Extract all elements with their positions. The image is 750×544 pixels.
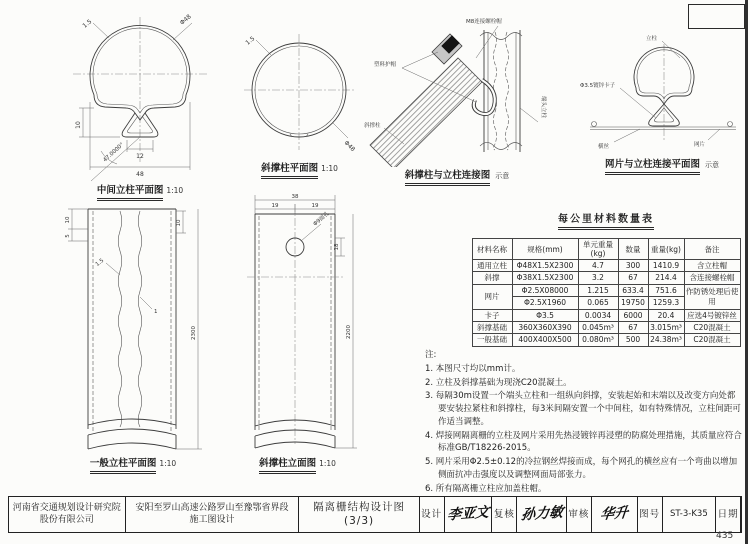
brace-connection-title — [362, 167, 552, 184]
post-elevation-title-text: 一般立柱平面图 — [90, 455, 157, 472]
material-table-title — [470, 210, 742, 228]
cell-spec: Φ48X1.5X2300 — [512, 260, 578, 272]
dim-height-2200: 2200 — [346, 325, 352, 339]
cell-qty: 67 — [618, 321, 648, 333]
label-mesh: 网片 — [694, 142, 706, 148]
table-row — [472, 334, 740, 346]
design-label: 设计 — [420, 497, 445, 532]
cell-weight: 1410.9 — [648, 260, 684, 272]
title-block — [8, 496, 742, 533]
design-signature-cell — [445, 497, 493, 532]
brace-elevation-scale: 1:10 — [319, 459, 336, 468]
table-row — [472, 272, 740, 284]
mesh-connection-figure — [578, 28, 746, 156]
brace-plan-scale: 1:10 — [321, 164, 338, 173]
cell-name: 网片 — [472, 284, 512, 309]
col-material: 材料名称 — [472, 239, 512, 260]
date-label: 日期 — [716, 497, 741, 532]
cell-unit: 3.2 — [578, 272, 618, 284]
cell-unit: 1.215 — [578, 284, 618, 296]
dim-thickness: 1.5 — [244, 35, 257, 47]
cell-spec: Φ2.5X08000 — [512, 284, 578, 296]
dim-12: 12 — [136, 153, 144, 160]
dim-height-2300: 2300 — [191, 326, 197, 340]
cell-spec: 400X400X500 — [512, 334, 578, 346]
drawing-no-value: ST-3-K35 — [663, 497, 717, 532]
drawing-mesh-connection — [578, 28, 746, 173]
label-clip: Φ3.5镀锌卡子 — [580, 83, 616, 89]
label-brace: 斜撑柱 — [364, 123, 381, 129]
cell-unit: 0.045m³ — [578, 321, 618, 333]
design-signature: 李亚文 — [446, 504, 490, 524]
dim-10a: 10 — [65, 216, 71, 224]
table-row — [472, 260, 740, 272]
col-unit-weight: 单元重量(kg) — [578, 239, 618, 260]
col-qty: 数量 — [618, 239, 648, 260]
check-label: 复核 — [492, 497, 517, 532]
company-cell — [9, 497, 126, 532]
page-number: 435 — [716, 531, 734, 541]
drawing-post-elevation — [58, 205, 208, 472]
mid-post-plan-title — [55, 182, 225, 199]
check-signature: 孙力敏 — [519, 504, 564, 524]
cell-name: 卡子 — [472, 309, 512, 321]
cell-weight: 751.6 — [648, 284, 684, 296]
cell-remark: 含连接螺栓帽 — [684, 272, 740, 284]
col-weight: 重量(kg) — [648, 239, 684, 260]
material-table-title-text: 每公里材料数量表 — [558, 210, 654, 228]
brace-elevation-figure — [235, 192, 360, 455]
post-elevation-scale: 1:10 — [159, 459, 177, 468]
note-item: 1. 本图尺寸均以mm计。 — [425, 363, 521, 374]
material-table-block — [470, 210, 742, 347]
col-spec: 规格(mm) — [512, 239, 578, 260]
drawing-brace-connection — [362, 12, 552, 184]
dim-5: 5 — [65, 234, 71, 238]
label-cap: 塑料护帽 — [374, 62, 397, 68]
sheet-title-cell — [299, 497, 419, 532]
cell-unit: 0.0034 — [578, 309, 618, 321]
mesh-connection-title — [578, 156, 746, 173]
cell-unit: 0.065 — [578, 297, 618, 309]
cell-weight: 24.38m³ — [648, 334, 684, 346]
cell-remark: C20混凝土 — [684, 321, 740, 333]
brace-plan-title — [232, 160, 367, 177]
dim-19b: 19 — [311, 203, 319, 209]
drawing-brace-elevation — [235, 192, 360, 472]
label-post: 立柱 — [646, 36, 658, 42]
cell-name: 斜撑 — [472, 272, 512, 284]
col-remark: 备注 — [684, 239, 740, 260]
dim-18: 18 — [334, 243, 340, 251]
dim-thk: 1.5 — [94, 257, 106, 268]
cell-remark: C20混凝土 — [684, 334, 740, 346]
table-row — [472, 321, 740, 333]
mid-post-plan-title-text: 中间立柱平面图 — [97, 182, 164, 199]
table-row — [472, 284, 740, 296]
cell-remark: 含立柱帽 — [684, 260, 740, 272]
note-item: 3. 每隔30m设置一个端头立柱和一组纵向斜撑，安装起始和末端以及改变方向处都要安装拉紧柱和斜撑柱，每3米间隔安置一个中间柱，如有特殊情况，立柱间距可作适当调整。 — [425, 391, 741, 427]
cell-qty: 500 — [618, 334, 648, 346]
mid-post-plan-scale: 1:10 — [166, 186, 184, 195]
company-line1: 河南省交通规划设计研究院 — [12, 503, 121, 514]
dim-10: 10 — [75, 121, 82, 129]
label-end-post: 端头立柱 — [540, 96, 546, 119]
cell-unit: 4.7 — [578, 260, 618, 272]
dim-thickness: 1.5 — [81, 18, 94, 30]
sheet-corner-box — [688, 4, 745, 29]
brace-elevation-title-text: 斜撑柱立面图 — [259, 455, 316, 472]
review-signature-cell — [592, 497, 638, 532]
cell-qty: 19750 — [618, 297, 648, 309]
drawing-brace-plan — [232, 22, 367, 177]
cell-weight: 3.015m³ — [648, 321, 684, 333]
dim-10b: 10 — [176, 219, 182, 227]
review-label: 审核 — [567, 497, 592, 532]
project-line2: 施工图设计 — [189, 514, 235, 525]
brace-plan-figure — [232, 22, 367, 160]
brace-elevation-title — [235, 455, 360, 472]
post-elevation-figure — [58, 205, 208, 455]
cell-qty: 300 — [618, 260, 648, 272]
cell-weight: 20.4 — [648, 309, 684, 321]
dim-angle: 47.0000° — [102, 141, 126, 164]
cell-spec: Φ2.5X1960 — [512, 297, 578, 309]
cell-name: 通用立柱 — [472, 260, 512, 272]
label-bolt: M8连接螺栓帽 — [466, 19, 502, 25]
drawing-mid-post-plan — [55, 12, 225, 199]
label-wire: 横丝 — [598, 144, 610, 150]
project-cell — [126, 497, 300, 532]
check-signature-cell — [517, 497, 567, 532]
dim-thk2: 1 — [154, 309, 158, 315]
brace-connection-title-text: 斜撑柱与立柱连接图 — [405, 167, 491, 184]
cell-spec: 360X360X390 — [512, 321, 578, 333]
note-item: 6. 所有隔离栅立柱应加盖柱帽。 — [425, 483, 547, 494]
table-header-row — [472, 239, 740, 260]
cell-spec: Φ38X1.5X2300 — [512, 272, 578, 284]
dim-dia48: Φ48 — [178, 13, 193, 27]
cell-name: 一般基础 — [472, 334, 512, 346]
notes-label: 注: — [425, 350, 437, 360]
cell-name: 斜撑基础 — [472, 321, 512, 333]
dim-48: 48 — [136, 171, 144, 178]
drawing-no-label: 图号 — [638, 497, 663, 532]
mid-post-plan-figure — [55, 12, 225, 182]
note-item: 2. 立柱及斜撑基础为现浇C20混凝土。 — [425, 377, 572, 388]
mesh-connection-note: 示意 — [705, 161, 719, 169]
cell-unit: 0.080m³ — [578, 334, 618, 346]
note-item: 5. 网片采用Φ2.5±0.12的冷拉钢丝焊接而成，每个网孔的横丝应有一个弯曲以增加侧面抗冲击强度以及调整网面局部张力。 — [425, 457, 738, 480]
dim-19a: 19 — [271, 203, 279, 209]
table-row — [472, 309, 740, 321]
sheet-title: 隔离栅结构设计图(3/3) — [313, 501, 406, 527]
brace-connection-figure — [362, 12, 552, 167]
cell-remark: 应选4号镀锌丝 — [684, 309, 740, 321]
cell-qty: 67 — [618, 272, 648, 284]
cell-qty: 633.4 — [618, 284, 648, 296]
post-elevation-title — [58, 455, 208, 472]
dim-38: 38 — [291, 194, 299, 200]
label-hole: Φ9圆孔 — [312, 210, 331, 228]
project-line1: 安阳至罗山高速公路罗山至豫鄂省界段 — [135, 503, 289, 514]
review-signature: 华升 — [599, 504, 630, 523]
cell-spec: Φ3.5 — [512, 309, 578, 321]
brace-connection-note: 示意 — [495, 172, 510, 180]
material-table — [472, 238, 741, 347]
cell-weight: 214.4 — [648, 272, 684, 284]
cell-weight: 1259.3 — [648, 297, 684, 309]
mesh-connection-title-text: 网片与立柱连接平面图 — [605, 156, 700, 173]
cell-qty: 6000 — [618, 309, 648, 321]
dim-dia48: Φ48 — [342, 139, 357, 154]
company-line2: 股份有限公司 — [39, 514, 94, 525]
notes-block — [425, 349, 743, 496]
note-item: 4. 焊接网隔离栅的立柱及网片采用先热浸镀锌再浸塑的防腐处理措施，其质量应符合标准GB/T18226-2015。 — [425, 430, 742, 454]
brace-plan-title-text: 斜撑柱平面图 — [261, 160, 318, 177]
cell-remark: 作防锈处理后使用 — [684, 284, 740, 309]
